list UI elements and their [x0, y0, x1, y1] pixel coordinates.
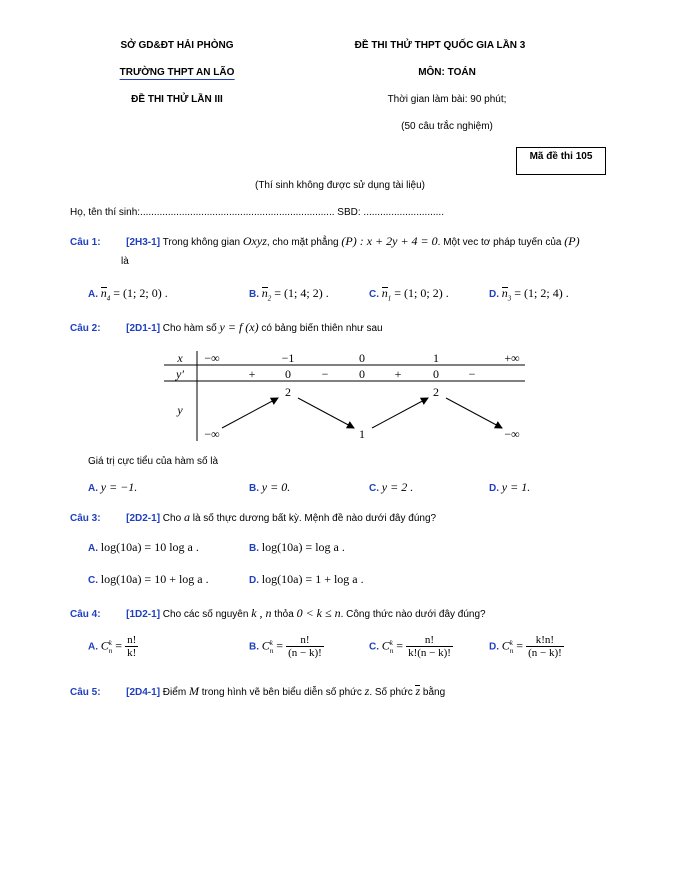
q1-text-a: Trong không gian	[160, 237, 243, 248]
table-y-value: −∞	[504, 427, 520, 441]
comb-eq: =	[273, 638, 287, 653]
fraction	[406, 634, 453, 660]
comb-eq: =	[513, 638, 527, 653]
option-value: log(10a) = 10 + log a .	[100, 572, 209, 586]
vec-n: n	[501, 286, 508, 300]
q3-text-a: Cho	[160, 513, 184, 524]
q1-space: Oxyz	[242, 234, 267, 248]
frac-den: k!(n − k)!	[408, 647, 451, 659]
table-y-value: 2	[285, 385, 291, 399]
q1-option-d[interactable]	[489, 286, 569, 302]
option-value: y = −1.	[100, 480, 138, 494]
option-letter: D.	[489, 289, 499, 300]
comb-eq: =	[112, 638, 126, 653]
option-letter: A.	[88, 641, 98, 653]
question-3	[70, 510, 436, 525]
question-label: Câu 4:	[70, 609, 101, 620]
header-time: Thời gian làm bài: 90 phút;	[387, 94, 507, 105]
header-exam: ĐỀ THI THỬ LẦN III	[131, 94, 223, 105]
option-value: = (1; 2; 4) .	[511, 286, 569, 300]
question-label: Câu 3:	[70, 513, 101, 524]
vec-sub: 2	[267, 294, 272, 303]
question-4	[70, 606, 486, 621]
exam-code-box	[516, 147, 606, 175]
option-letter: C.	[369, 483, 379, 494]
frac-num: k!n!	[526, 634, 564, 647]
header-org: SỞ GD&ĐT HẢI PHÒNG	[120, 40, 234, 51]
table-y-label: y	[177, 403, 183, 417]
question-label: Câu 2:	[70, 323, 101, 334]
comb-sup: k	[269, 639, 273, 647]
student-line: Họ, tên thí sinh:...................................................................... SBD: .............................	[70, 207, 444, 218]
question-tag: [2D4-1]	[126, 687, 161, 698]
header-count: (50 câu trắc nghiệm)	[401, 121, 493, 132]
q4-cond: 0 < k ≤ n	[296, 606, 341, 620]
table-yp-value: 0	[359, 367, 365, 381]
exam-code: Mã đề thi 105	[529, 151, 593, 162]
fraction	[286, 634, 324, 660]
q2-text-a: Cho hàm số	[160, 323, 220, 334]
q2-option-a[interactable]	[88, 480, 137, 495]
table-yp-value: 0	[433, 367, 439, 381]
q1-text-c: . Một vec tơ pháp tuyến của	[437, 237, 565, 248]
table-x-value: −∞	[204, 351, 220, 365]
q5-text-c: . Số phức	[369, 687, 416, 698]
q3-option-d[interactable]	[249, 572, 364, 587]
question-5	[70, 684, 445, 699]
q5-text-b: trong hình vẽ bên biểu diễn số phức	[198, 687, 365, 698]
arrow-up	[222, 398, 278, 428]
comb-sup: k	[509, 639, 513, 647]
arrow-down	[446, 398, 502, 428]
q2-question: Giá trị cực tiểu của hàm số là	[88, 456, 219, 467]
option-letter: B.	[249, 641, 259, 653]
table-yp-value: −	[321, 367, 329, 381]
vec-sub: 4	[106, 294, 111, 303]
q2-func: y = f (x)	[219, 320, 259, 334]
variation-table	[160, 348, 530, 444]
question-2	[70, 320, 383, 335]
option-letter: C.	[369, 641, 379, 653]
q1-plane-p: (P)	[564, 234, 580, 248]
vec-sub: 1	[387, 294, 392, 303]
q3-option-b[interactable]	[249, 540, 345, 555]
vec-n: n	[261, 286, 268, 300]
comb-sub: n	[389, 647, 394, 655]
q3-text-b: là số thực dương bất kỳ. Mệnh đề nào dưới đây đúng?	[189, 513, 437, 524]
q1-text-d: là	[121, 256, 129, 267]
q4-vars: k , n	[251, 606, 272, 620]
option-letter: D.	[249, 575, 259, 586]
frac-den: k!	[127, 647, 137, 659]
table-y-value: 2	[433, 385, 439, 399]
comb-sub: n	[269, 647, 274, 655]
table-x-value: 0	[359, 351, 365, 365]
frac-den: (n − k)!	[528, 647, 562, 659]
note: (Thí sinh không được sử dụng tài liệu)	[254, 180, 426, 191]
table-x-value: −1	[281, 351, 295, 365]
table-yp-label: y′	[176, 367, 184, 381]
arrow-down	[298, 398, 354, 428]
q4-text-c: . Công thức nào dưới đây đúng?	[340, 609, 486, 620]
q3-option-c[interactable]	[88, 572, 209, 587]
q1-option-b[interactable]	[249, 286, 329, 302]
option-letter: D.	[489, 483, 499, 494]
table-y-value: −∞	[204, 427, 220, 441]
question-tag: [1D2-1]	[126, 609, 161, 620]
comb-c: C	[381, 638, 390, 653]
q2-option-c[interactable]	[369, 480, 413, 495]
option-value: log(10a) = log a .	[261, 540, 345, 554]
q5-zbar: z	[415, 684, 421, 698]
q4-option-c[interactable]	[369, 634, 453, 660]
q1-plane: (P) : x + 2y + 4 = 0	[341, 234, 438, 248]
table-yp-value: −	[468, 367, 476, 381]
q2-text-b: có bảng biến thiên như sau	[258, 323, 383, 334]
option-letter: D.	[489, 641, 499, 653]
q3-var: a	[183, 510, 190, 524]
q4-option-b[interactable]	[249, 634, 324, 660]
header-title: ĐỀ THI THỬ THPT QUỐC GIA LẦN 3	[354, 40, 526, 51]
frac-num: n!	[127, 634, 137, 646]
question-label: Câu 1:	[70, 237, 101, 248]
question-tag: [2H3-1]	[126, 237, 161, 248]
comb-c: C	[100, 638, 109, 653]
option-letter: C.	[369, 289, 379, 300]
q2-option-b[interactable]	[249, 480, 290, 495]
table-yp-value: +	[394, 367, 402, 381]
comb-c: C	[261, 638, 270, 653]
option-value: = (1; 4; 2) .	[271, 286, 329, 300]
table-x-label: x	[177, 351, 183, 365]
fraction	[526, 634, 564, 660]
table-x-value: +∞	[504, 351, 520, 365]
option-letter: B.	[249, 543, 259, 554]
q4-text-b: thỏa	[271, 609, 297, 620]
question-1	[70, 234, 580, 249]
fraction	[125, 634, 138, 660]
q5-text-d: bằng	[420, 687, 446, 698]
q1-option-c[interactable]	[369, 286, 449, 302]
question-tag: [2D2-1]	[126, 513, 161, 524]
q5-z: z	[364, 684, 370, 698]
header-subject: MÔN: TOÁN	[418, 67, 476, 78]
vec-n: n	[381, 286, 388, 300]
option-value: = (1; 0; 2) .	[391, 286, 449, 300]
table-y-value: 1	[359, 427, 365, 441]
vec-n: n	[100, 286, 107, 300]
q4-option-a[interactable]	[88, 634, 138, 660]
option-value: log(10a) = 10 log a .	[100, 540, 199, 554]
table-x-value: 1	[433, 351, 439, 365]
q4-option-d[interactable]	[489, 634, 564, 660]
frac-num: n!	[406, 634, 453, 647]
arrow-up	[372, 398, 428, 428]
frac-den: (n − k)!	[288, 647, 322, 659]
table-yp-value: +	[248, 367, 256, 381]
comb-sub: n	[509, 647, 514, 655]
option-letter: B.	[249, 483, 259, 494]
question-label: Câu 5:	[70, 687, 101, 698]
vec-sub: 3	[507, 294, 512, 303]
comb-eq: =	[393, 638, 407, 653]
frac-num: n!	[286, 634, 324, 647]
comb-c: C	[501, 638, 510, 653]
option-value: = (1; 2; 0) .	[110, 286, 168, 300]
option-value: y = 2 .	[381, 480, 414, 494]
q1-text-b: , cho mặt phẳng	[266, 237, 342, 248]
q4-text-a: Cho các số nguyên	[160, 609, 252, 620]
option-letter: B.	[249, 289, 259, 300]
comb-sup: k	[108, 639, 112, 647]
option-value: log(10a) = 1 + log a .	[261, 572, 364, 586]
header-school: TRƯỜNG THPT AN LÃO	[119, 67, 235, 78]
option-letter: A.	[88, 289, 98, 300]
q5-text-a: Điểm	[160, 687, 189, 698]
question-tag: [2D1-1]	[126, 323, 161, 334]
option-letter: C.	[88, 575, 98, 586]
q3-option-a[interactable]	[88, 540, 199, 555]
comb-sup: k	[389, 639, 393, 647]
table-yp-value: 0	[285, 367, 291, 381]
option-letter: A.	[88, 543, 98, 554]
q1-option-a[interactable]	[88, 286, 168, 302]
q5-point: M	[188, 684, 199, 698]
q2-option-d[interactable]	[489, 480, 530, 495]
option-value: y = 1.	[501, 480, 531, 494]
option-letter: A.	[88, 483, 98, 494]
comb-sub: n	[108, 647, 113, 655]
option-value: y = 0.	[261, 480, 291, 494]
